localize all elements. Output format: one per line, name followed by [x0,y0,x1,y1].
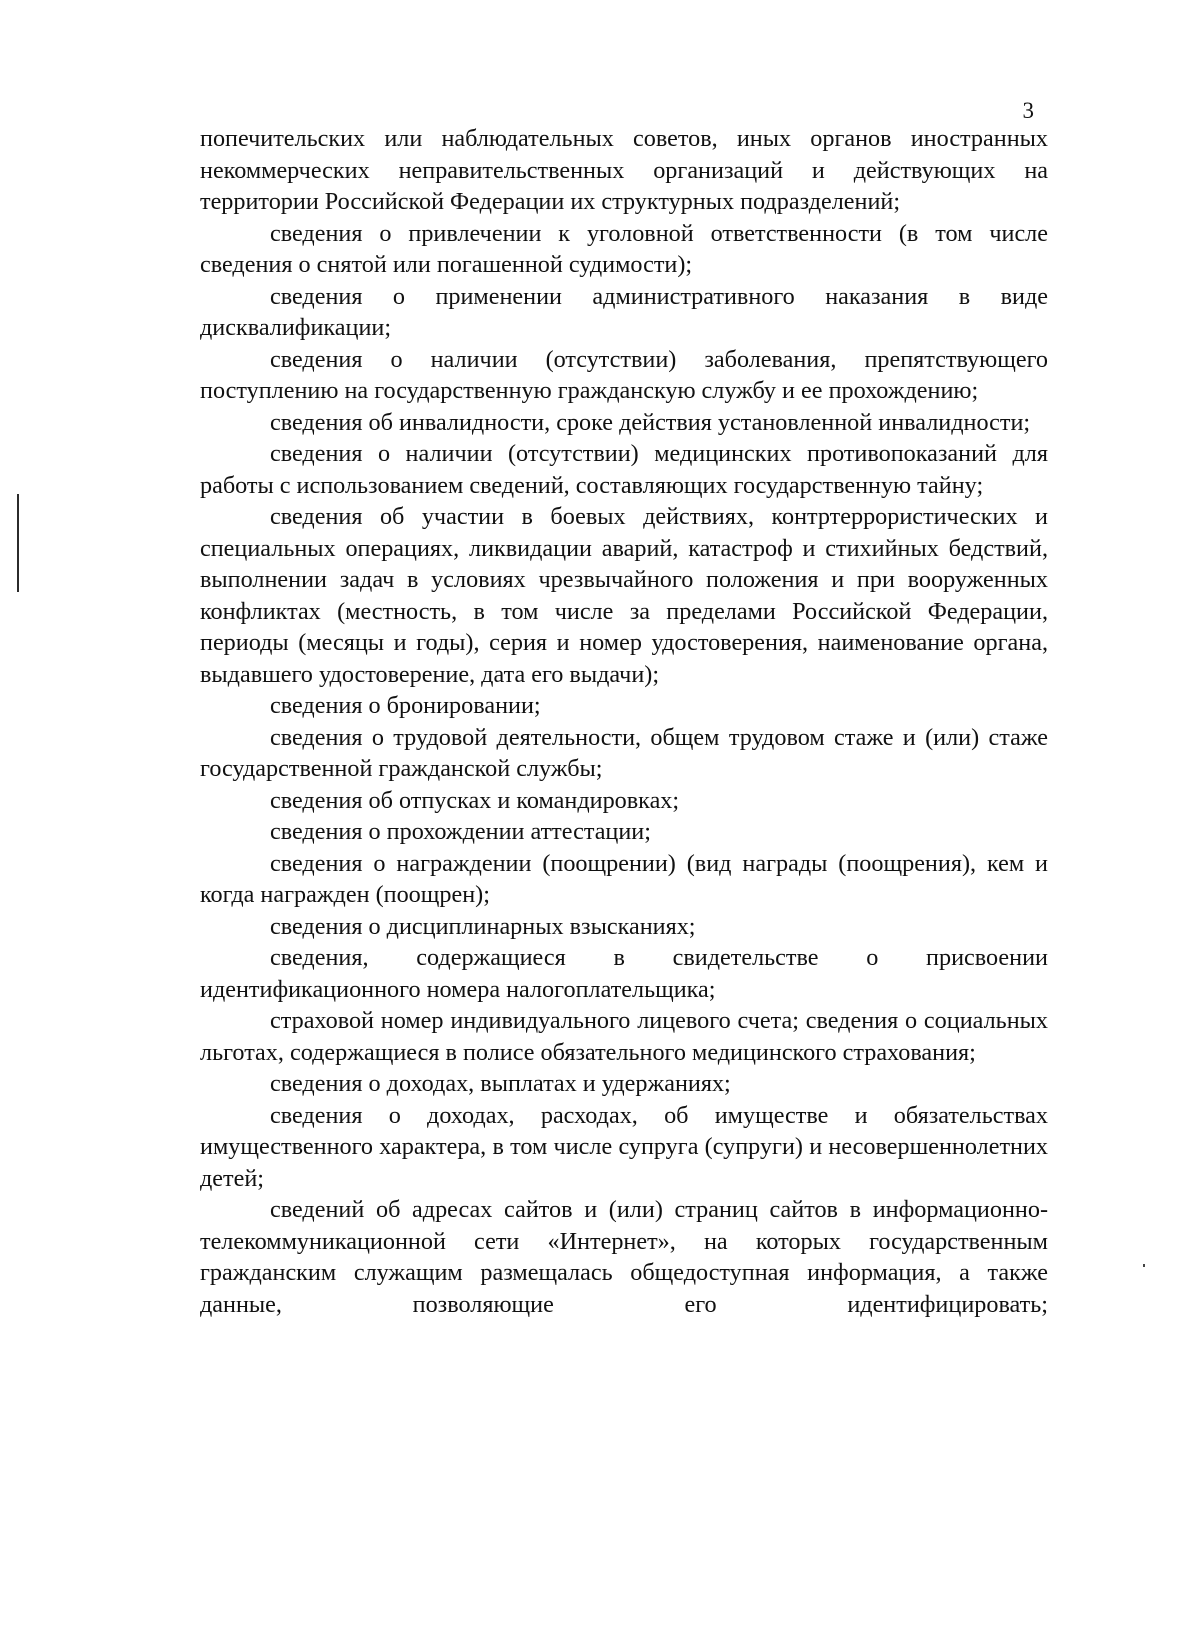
paragraph-medical-contraindications: сведения о наличии (отсутствии) медицинских противопоказаний для работы с использованием сведений, составляющих государственную тайну; [200,440,1048,499]
paragraph-disciplinary: сведения о дисциплинарных взысканиях; [270,912,696,940]
paragraph-taxpayer-number: сведения, содержащиеся в свидетельстве о присвоении идентификационного номера налогоплательщика; [200,944,1048,1003]
paragraph-insurance-number: страховой номер индивидуального лицевого счета; сведения о социальных льготах, содержащиеся в полисе обязательного медицинского страхования; [200,1007,1048,1066]
paragraph-criminal-liability: сведения о привлечении к уголовной ответственности (в том числе сведения о снятой или погашенной судимости); [200,219,1048,278]
paragraph-awards: сведения о награждении (поощрении) (вид награды (поощрения), кем и когда награжден (поощрен); [200,849,1048,908]
paragraph-vacations: сведения об отпусках и командировках; [270,786,680,814]
paragraph-website-addresses: сведений об адресах сайтов и (или) страниц сайтов в информационно-телекоммуникационной сети «Интернет», на которых государственным гражданским служащим размещалась общедоступная информация, а также данные, позволяющие его идентифицировать; [200,1196,1048,1318]
paragraph-attestation: сведения о прохождении аттестации; [270,818,651,845]
paragraph-continuation: попечительских или наблюдательных советов, иных органов иностранных некоммерческих неправительственных организаций и действующих на территории Российской Федерации их структурных подразделений; [200,125,1048,215]
page-number: 3 [1022,98,1034,123]
paragraph-disability: сведения об инвалидности, сроке действия установленной инвалидности; [270,408,1031,436]
paragraph-disease: сведения о наличии (отсутствии) заболевания, препятствующего поступлению на государственную гражданскую службу и ее прохождению; [200,345,1048,404]
paragraph-work-history: сведения о трудовой деятельности, общем трудовом стаже и (или) стаже государственной гражданской службы; [200,723,1048,782]
paragraph-income-property: сведения о доходах, расходах, об имуществе и обязательствах имущественного характера, в том числе супруга (супруги) и несовершеннолетних детей; [200,1101,1048,1192]
scan-margin-mark [17,534,19,592]
paragraph-disqualification: сведения о применении административного наказания в виде дисквалификации; [200,282,1048,341]
paragraph-income-payments: сведения о доходах, выплатах и удержаниях; [270,1070,731,1097]
scan-speck [1143,1264,1145,1267]
paragraph-reservation: сведения о бронировании; [270,692,541,719]
document-body [200,123,1048,1320]
paragraph-combat-participation: сведения об участии в боевых действиях, контртеррористических и специальных операциях, ликвидации аварий, катастроф и стихийных бедствий, выполнении задач в условиях чрезвычайного положения и при вооруженных конфликтах (местность, в том числе за пределами Российской Федерации, периоды (месяцы и годы), серия и номер удостоверения, наименование органа, выдавшего удостоверение, дата его выдачи); [200,503,1048,688]
